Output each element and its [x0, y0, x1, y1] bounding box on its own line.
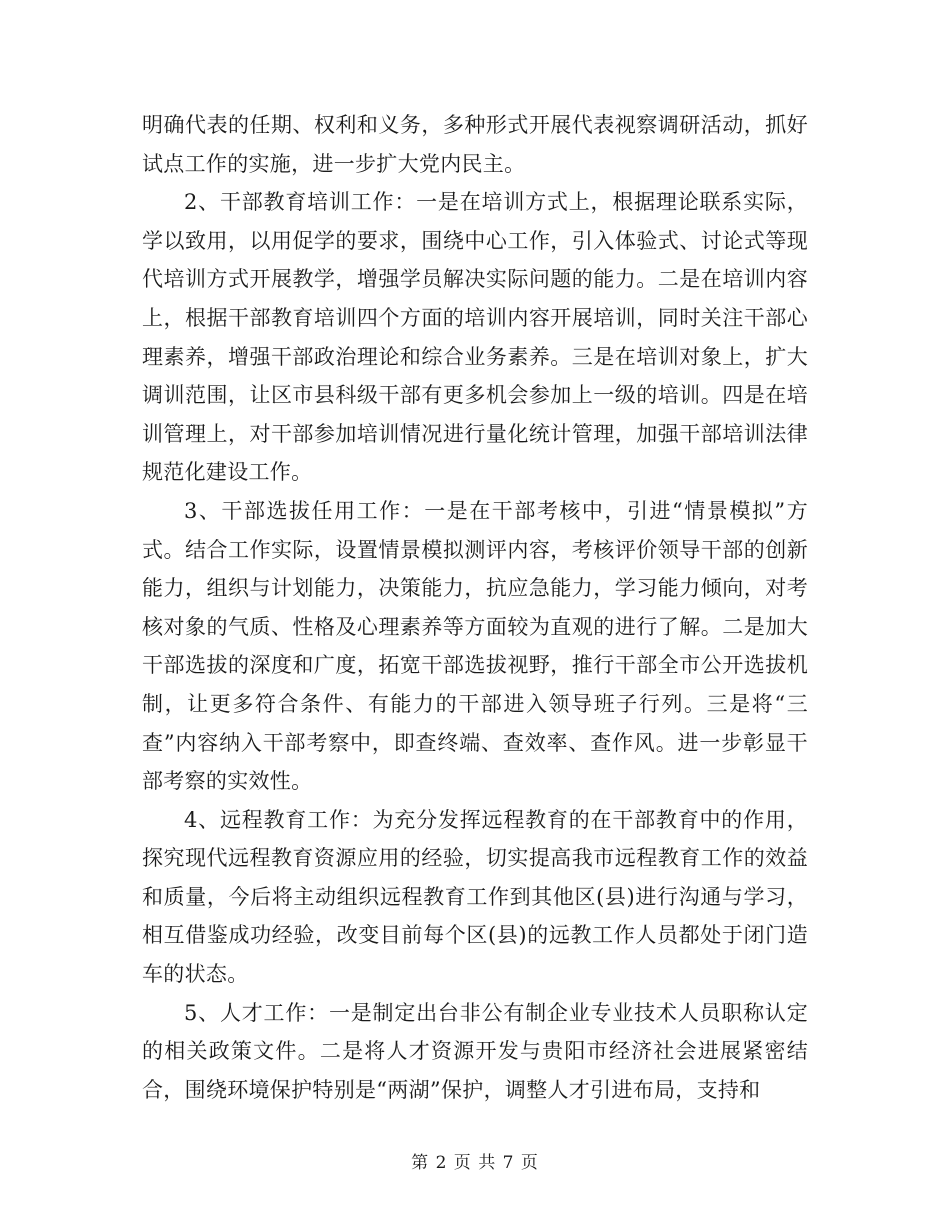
paragraph-continuation: 明确代表的任期、权利和义务，多种形式开展代表视察调研活动，抓好试点工作的实施，进一步扩大党内民主。	[142, 113, 808, 176]
paragraph-talent-work: 5、人才工作：一是制定出台非公有制企业专业技术人员职称认定的相关政策文件。二是将人才资源开发与贵阳市经济社会进展紧密结合，围绕环境保护特别是“两湖”保护，调整人才引进布局，支持和	[142, 1000, 808, 1102]
paragraph-cadre-selection: 3、干部选拔任用工作：一是在干部考核中，引进“情景模拟”方式。结合工作实际，设置情景模拟测评内容，考核评价领导干部的创新能力，组织与计划能力，决策能力，抗应急能力，学习能力倾向，对考核对象的气质、性格及心理素养等方面较为直观的进行了解。二是加大干部选拔的深度和广度，拓宽干部选拔视野，推行干部全市公开选拔机制，让更多符合条件、有能力的干部进入领导班子行列。三是将“三查”内容纳入干部考察中，即查终端、查效率、查作风。进一步彰显干部考察的实效性。	[142, 498, 808, 794]
document-body	[142, 106, 808, 1109]
paragraph-cadre-training: 2、干部教育培训工作：一是在培训方式上，根据理论联系实际，学以致用，以用促学的要求，围绕中心工作，引入体验式、讨论式等现代培训方式开展教学，增强学员解决实际问题的能力。二是在培训内容上，根据干部教育培训四个方面的培训内容开展培训，同时关注干部心理素养，增强干部政治理论和综合业务素养。三是在培训对象上，扩大调训范围，让区市县科级干部有更多机会参加上一级的培训。四是在培训管理上，对干部参加培训情况进行量化统计管理，加强干部培训法律规范化建设工作。	[142, 190, 808, 485]
paragraph-remote-education: 4、远程教育工作：为充分发挥远程教育的在干部教育中的作用，探究现代远程教育资源应用的经验，切实提高我市远程教育工作的效益和质量，今后将主动组织远程教育工作到其他区(县)进行沟通与学习，相互借鉴成功经验，改变目前每个区(县)的远教工作人员都处于闭门造车的状态。	[142, 807, 808, 987]
page-number-footer: 第 2 页 共 7 页	[411, 1153, 539, 1173]
